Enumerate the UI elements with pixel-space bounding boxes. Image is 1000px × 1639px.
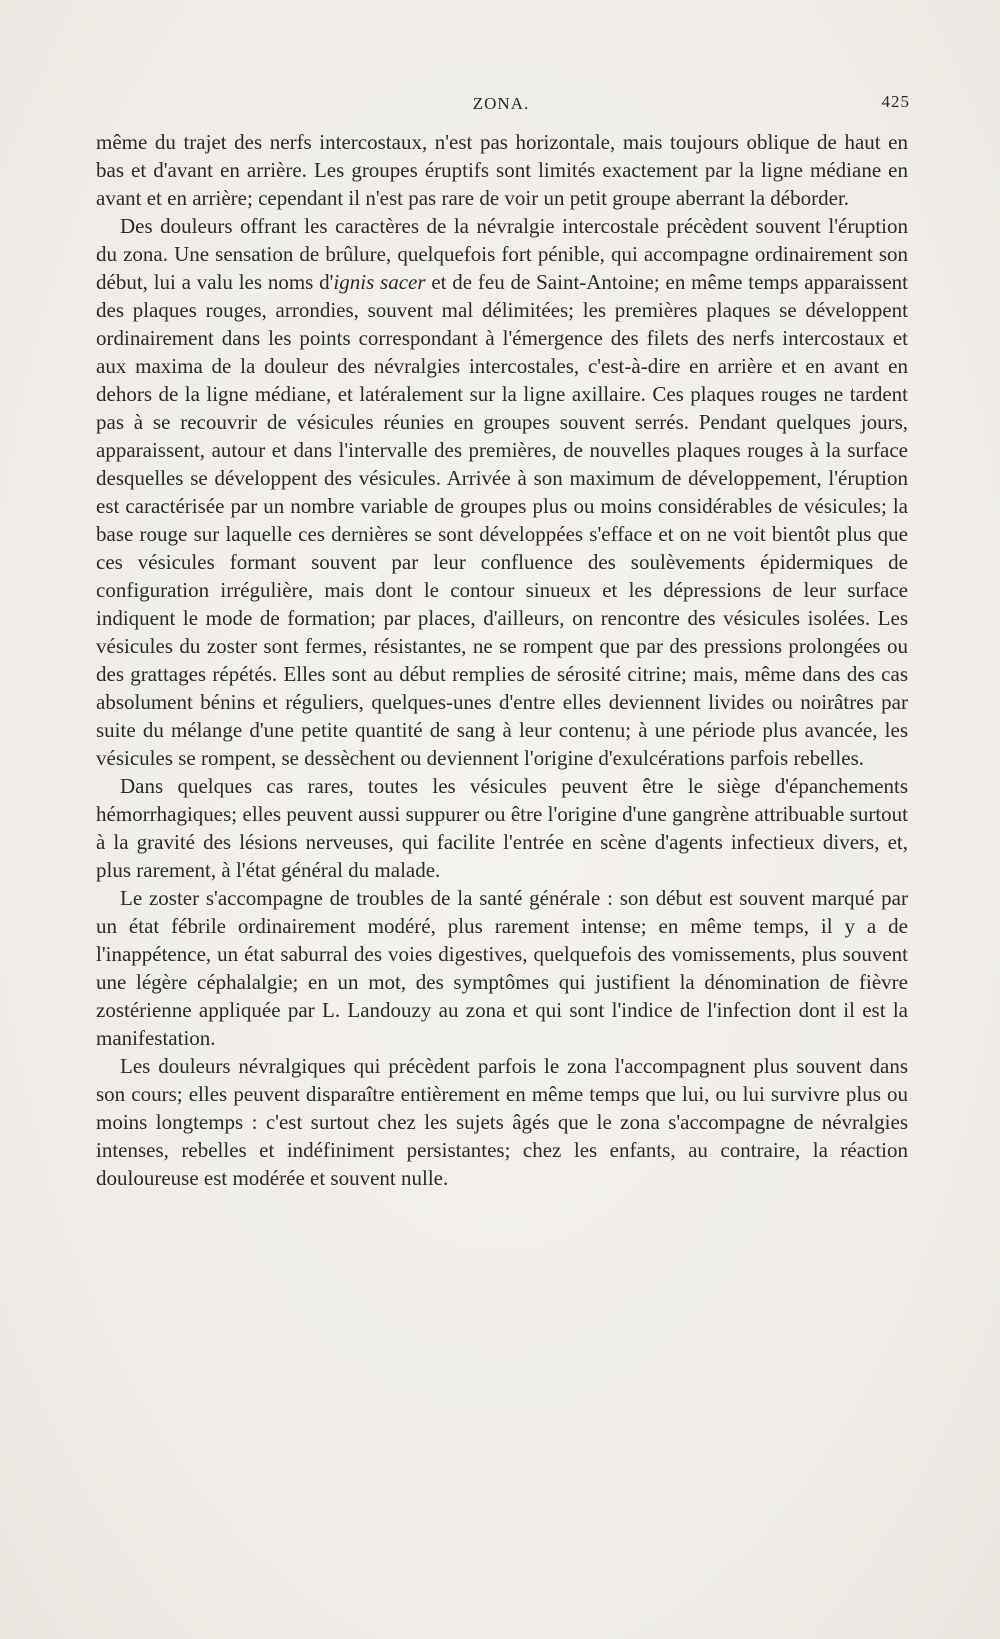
body-text	[96, 128, 908, 1192]
running-title: ZONA.	[472, 94, 530, 113]
running-head	[92, 94, 910, 118]
paragraph-4: Le zoster s'accompagne de troubles de la santé générale : son début est souvent marqué par un état fébrile ordinairement modéré, plus rarement intense; en même temps, il y a de l'inappétence, un état saburral des voies digestives, quelquefois des vomissements, plus souvent une légère céphalalgie; en un mot, des symptômes qui justifient la dénomination de fièvre zostérienne appliquée par L. Landouzy au zona et qui sont l'indice de l'infection dont il est la manifestation.	[96, 886, 908, 1050]
paragraph-5: Les douleurs névralgiques qui précèdent parfois le zona l'accompagnent plus souvent dans son cours; elles peuvent disparaître entièrement en même temps que lui, ou lui survivre plus ou moins longtemps : c'est surtout chez les sujets âgés que le zona s'accompagne de névralgies intenses, rebelles et indéfiniment persistantes; chez les enfants, au contraire, la réaction douloureuse est modérée et souvent nulle.	[96, 1054, 908, 1190]
paragraph-2-part-1: Des douleurs offrant les caractères de la névralgie intercostale précèdent souvent l'éruption du zona. Une sensation de brûlure, quelquefois fort pénible, qui accompagne ordinairement son début, lui a valu les noms d'	[96, 214, 908, 294]
paragraph-2-italic: ignis sacer	[333, 270, 426, 294]
paragraph-2-part-2: et de feu de Saint-Antoine; en même temps apparaissent des plaques rouges, arrondies, souvent mal délimitées; les premières plaques se développent ordinairement dans les points correspondant à l'émergence des filets des nerfs intercostaux et aux maxima de la douleur des névralgies intercostales, c'est-à-dire en arrière et en avant en dehors de la ligne médiane, et latéralement sur la ligne axillaire. Ces plaques rouges ne tardent pas à se recouvrir de vésicules réunies en groupes souvent serrés. Pendant quelques jours, apparaissent, autour et dans l'intervalle des premières, de nouvelles plaques rouges à la surface desquelles se développent des vésicules. Arrivée à son maximum de développement, l'éruption est caractérisée par un nombre variable de groupes plus ou moins considérables de vésicules; la base rouge sur laquelle ces dernières se sont développées s'efface et on ne voit bientôt plus que ces vésicules formant souvent par leur confluence des soulèvements épidermiques de configuration irrégulière, mais dont le contour sinueux et les dépressions de leur surface indiquent le mode de formation; par places, d'ailleurs, on rencontre des vésicules isolées. Les vésicules du zoster sont fermes, résistantes, ne se rompent que par des pressions prolongées ou des grattages répétés. Elles sont au début remplies de sérosité citrine; mais, même dans des cas absolument bénins et réguliers, quelques-unes d'entre elles deviennent livides ou noirâtres par suite du mélange d'une petite quantité de sang à leur contenu; à une période plus avancée, les vésicules se rompent, se dessèchent ou deviennent l'origine d'exulcérations parfois rebelles.	[96, 270, 909, 770]
paragraph-3: Dans quelques cas rares, toutes les vésicules peuvent être le siège d'épanchements hémorrhagiques; elles peuvent aussi suppurer ou être l'origine d'une gangrène attribuable surtout à la gravité des lésions nerveuses, qui facilite l'entrée en scène d'agents infectieux divers, et, plus rarement, à l'état général du malade.	[96, 774, 908, 882]
page-number: 425	[881, 92, 910, 111]
paragraph-2	[96, 212, 908, 772]
paragraph-1: même du trajet des nerfs intercostaux, n'est pas horizontale, mais toujours oblique de haut en bas et d'avant en arrière. Les groupes éruptifs sont limités exactement par la ligne médiane en avant et en arrière; cependant il n'est pas rare de voir un petit groupe aberrant la déborder.	[96, 130, 908, 210]
